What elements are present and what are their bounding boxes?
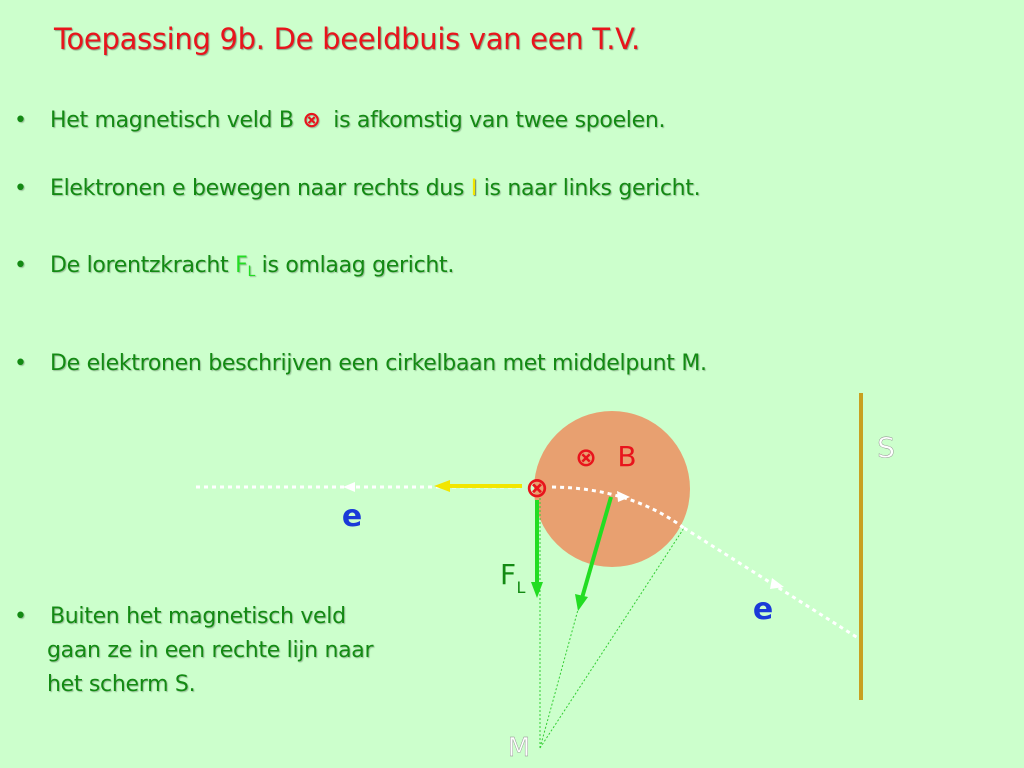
center-label: M (507, 733, 531, 763)
bullet-line-3: het scherm S. (47, 672, 196, 697)
bullet-dot: • (14, 108, 27, 133)
force-label: F (499, 558, 517, 591)
field-cross-icon: ⊗ (575, 443, 597, 473)
slide-title: Toepassing 9b. De beeldbuis van een T.V. (54, 22, 640, 56)
screen-label: S (877, 431, 895, 464)
bullet-dot: • (14, 253, 27, 278)
force-letter: F (235, 253, 248, 278)
bullet-dot: • (14, 604, 27, 629)
force-label-subscript: L (516, 578, 526, 597)
bullet-line-1-text: Buiten het magnetisch veld (50, 604, 346, 629)
cross-into-page-icon: ⊗ (302, 108, 321, 133)
bullet-line-2: gaan ze in een rechte lijn naar (47, 638, 374, 663)
bullet-dot: • (14, 176, 27, 201)
electron-label-left: e (341, 499, 363, 534)
force-subscript: L (247, 264, 255, 280)
force-arrow-vertical-head (531, 582, 543, 598)
bullet-text-after: is afkomstig van twee spoelen. (333, 108, 666, 133)
bullet-text-after: is omlaag gericht. (261, 253, 455, 278)
electron-label-right: e (752, 592, 774, 627)
electron-cross-icon: ⊗ (525, 471, 549, 504)
electron-path-arrowhead-left (343, 482, 355, 492)
bullet-dot: • (14, 351, 27, 376)
force-arrow-tilted-head (575, 594, 588, 611)
bullet-text-after: is naar links gericht. (483, 176, 701, 201)
bullet-text-before: Het magnetisch veld B (50, 108, 294, 133)
bullet-text: De elektronen beschrijven een cirkelbaan met middelpunt M. (50, 351, 707, 376)
current-arrow-head (434, 480, 450, 492)
bullet-text-before: Elektronen e bewegen naar rechts dus (50, 176, 465, 201)
bullet-text-before: De lorentzkracht (50, 253, 229, 278)
field-label: B (617, 440, 637, 473)
current-symbol: I (470, 176, 477, 201)
magnetic-field-region (534, 411, 690, 567)
electron-path-arrowhead-right (770, 578, 784, 589)
radius-line-middle (540, 606, 579, 748)
